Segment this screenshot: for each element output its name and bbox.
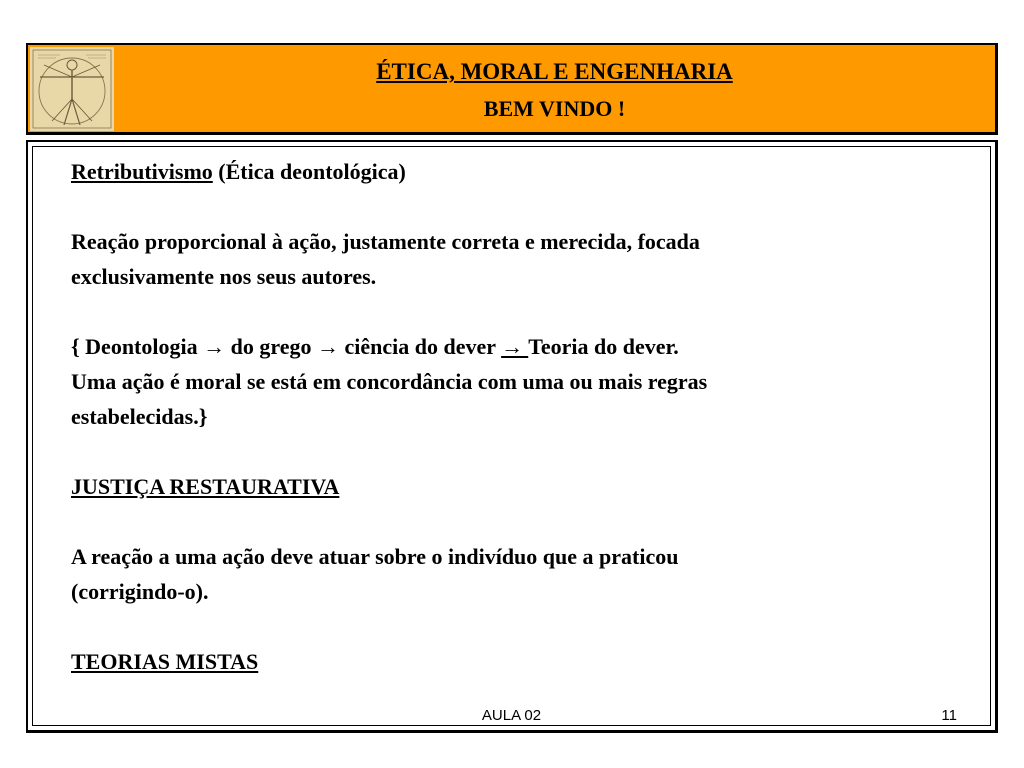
paragraph-deontologia-line2: Uma ação é moral se está em concordância com uma ou mais regras	[71, 369, 708, 394]
deontologia-arrow: →	[501, 334, 529, 359]
heading-retributivismo	[71, 154, 931, 189]
heading-justica-restaurativa-label: JUSTIÇA RESTAURATIVA	[71, 474, 340, 499]
heading-teorias-mistas	[71, 644, 931, 679]
slide-subtitle: BEM VINDO !	[483, 96, 626, 121]
vitruvian-man-drawing	[30, 47, 114, 131]
paragraph-reacao-individuo-line1: A reação a uma ação deve atuar sobre o indivíduo que a praticou	[71, 544, 679, 569]
heading-retributivismo-label: Retributivismo	[71, 159, 213, 184]
paragraph-deontologia-line1	[71, 329, 931, 364]
footer-lesson: AULA 02	[481, 707, 542, 724]
paragraph-deontologia-line3: estabelecidas.}	[71, 404, 208, 429]
deontologia-text-a: { Deontologia → do grego → ciência do dever	[71, 334, 502, 359]
heading-teorias-mistas-label: TEORIAS MISTAS	[71, 649, 259, 674]
heading-justica-restaurativa	[71, 469, 931, 504]
footer-page-number: 11	[941, 707, 957, 724]
slide-content	[26, 140, 998, 733]
deontologia-text-b: Teoria do dever.	[528, 334, 679, 359]
paragraph-reacao-line2: exclusivamente nos seus autores.	[71, 264, 377, 289]
content-text	[71, 154, 931, 679]
slide-header	[26, 43, 998, 135]
paragraph-reacao-individuo-line2: (corrigindo-o).	[71, 579, 209, 604]
vitruvian-man-icon	[30, 47, 114, 131]
paragraph-reacao-line1: Reação proporcional à ação, justamente correta e merecida, focada	[71, 229, 700, 254]
slide-title: ÉTICA, MORAL E ENGENHARIA	[376, 59, 733, 84]
heading-retributivismo-suffix: (Ética deontológica)	[212, 159, 406, 184]
